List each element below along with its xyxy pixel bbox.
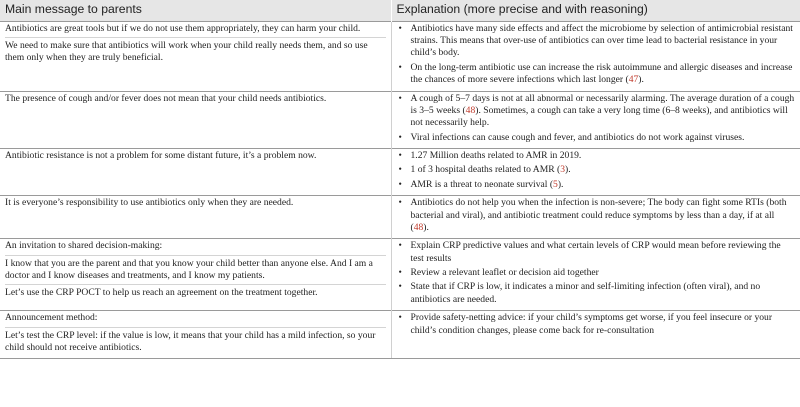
- explanation-cell: [391, 196, 800, 239]
- message-paragraph: It is everyone’s responsibility to use antibiotics only when they are needed.: [5, 197, 294, 209]
- message-cell: [0, 239, 391, 311]
- table-row: [0, 21, 800, 91]
- explanation-cell: [391, 149, 800, 196]
- explanation-cell: [391, 311, 800, 359]
- reference-link[interactable]: 48: [413, 221, 424, 233]
- header-main-message: Main message to parents: [0, 0, 391, 21]
- message-paragraph: Antibiotic resistance is not a problem for some distant future, it’s a problem now.: [5, 150, 317, 162]
- table-row: [0, 149, 800, 196]
- explanation-cell: [391, 21, 800, 91]
- message-cell: [0, 196, 391, 239]
- explanation-bullet: • Provide safety-netting advice: if your child’s symptoms get worse, if you feel insecure or your child’s condition changes, please come back for re-consultation: [397, 312, 796, 337]
- header-row: [0, 0, 800, 21]
- table-row: [0, 91, 800, 149]
- message-paragraph: An invitation to shared decision-making:: [5, 240, 163, 252]
- explanation-bullet: • State that if CRP is low, it indicates a minor and self-limiting infection (often viral), and no antibiotics are needed.: [397, 281, 796, 306]
- reference-link[interactable]: 5: [553, 178, 558, 190]
- explanation-bullet: • A cough of 5–7 days is not at all abnormal or necessarily alarming. The average duration of a cough is 3–5 weeks (48). Sometimes, a cough can take a very long time (6–8 weeks), and antibiotics will not necessarily help.: [397, 93, 796, 130]
- message-paragraph: Let’s test the CRP level: if the value is low, it means that your child has a mild infection, so your child should not receive antibiotics.: [5, 327, 386, 357]
- message-paragraph: Antibiotics are great tools but if we do not use them appropriately, they can harm your child.: [5, 22, 361, 34]
- message-cell: [0, 311, 391, 359]
- explanation-bullet: • 1.27 Million deaths related to AMR in 2019.: [397, 150, 796, 162]
- header-explanation: Explanation (more precise and with reasoning): [391, 0, 800, 21]
- message-cell: [0, 91, 391, 149]
- explanation-cell: [391, 239, 800, 311]
- message-cell: [0, 21, 391, 91]
- message-paragraph: We need to make sure that antibiotics will work when your child really needs them, and so use them only when they are truly beneficial.: [5, 37, 386, 67]
- table-row: [0, 196, 800, 239]
- message-paragraph: Let’s use the CRP POCT to help us reach an agreement on the treatment together.: [5, 284, 386, 301]
- explanation-bullet: • On the long-term antibiotic use can increase the risk autoimmune and allergic diseases and increase the chances of more severe infections which last longer (47).: [397, 62, 796, 87]
- reference-link[interactable]: 47: [628, 74, 639, 86]
- message-paragraph: I know that you are the parent and that you know your child better than anyone else. And I am a doctor and I know diseases and treatments, and I know my patients.: [5, 255, 386, 285]
- explanation-bullet: • 1 of 3 hospital deaths related to AMR (3).: [397, 164, 796, 176]
- explanation-bullet: • Review a relevant leaflet or decision aid together: [397, 267, 796, 279]
- table-row: [0, 311, 800, 359]
- explanation-bullet: • AMR is a threat to neonate survival (5).: [397, 179, 796, 191]
- message-paragraph: The presence of cough and/or fever does not mean that your child needs antibiotics.: [5, 92, 327, 104]
- message-cell: [0, 149, 391, 196]
- table-row: [0, 239, 800, 311]
- explanation-bullet: • Explain CRP predictive values and what certain levels of CRP would mean before reviewing the test results: [397, 240, 796, 265]
- explanation-bullet: • Antibiotics do not help you when the infection is non-severe; The body can fight some RTIs (both bacterial and viral), and antibiotic treatment could reduce symptoms by less than a day, if at all (48).: [397, 197, 796, 234]
- message-paragraph: Announcement method:: [5, 312, 98, 324]
- explanation-cell: [391, 91, 800, 149]
- reference-link[interactable]: 3: [560, 164, 566, 176]
- reference-link[interactable]: 48: [465, 104, 476, 116]
- explanation-bullet: • Antibiotics have many side effects and affect the microbiome by selection of antimicrobial resistant strains. This means that over-use of antibiotics can over time lead to bacterial resistance in your child’s body.: [397, 23, 796, 60]
- explanation-bullet: • Viral infections can cause cough and fever, and antibiotics do not work against viruses.: [397, 132, 796, 144]
